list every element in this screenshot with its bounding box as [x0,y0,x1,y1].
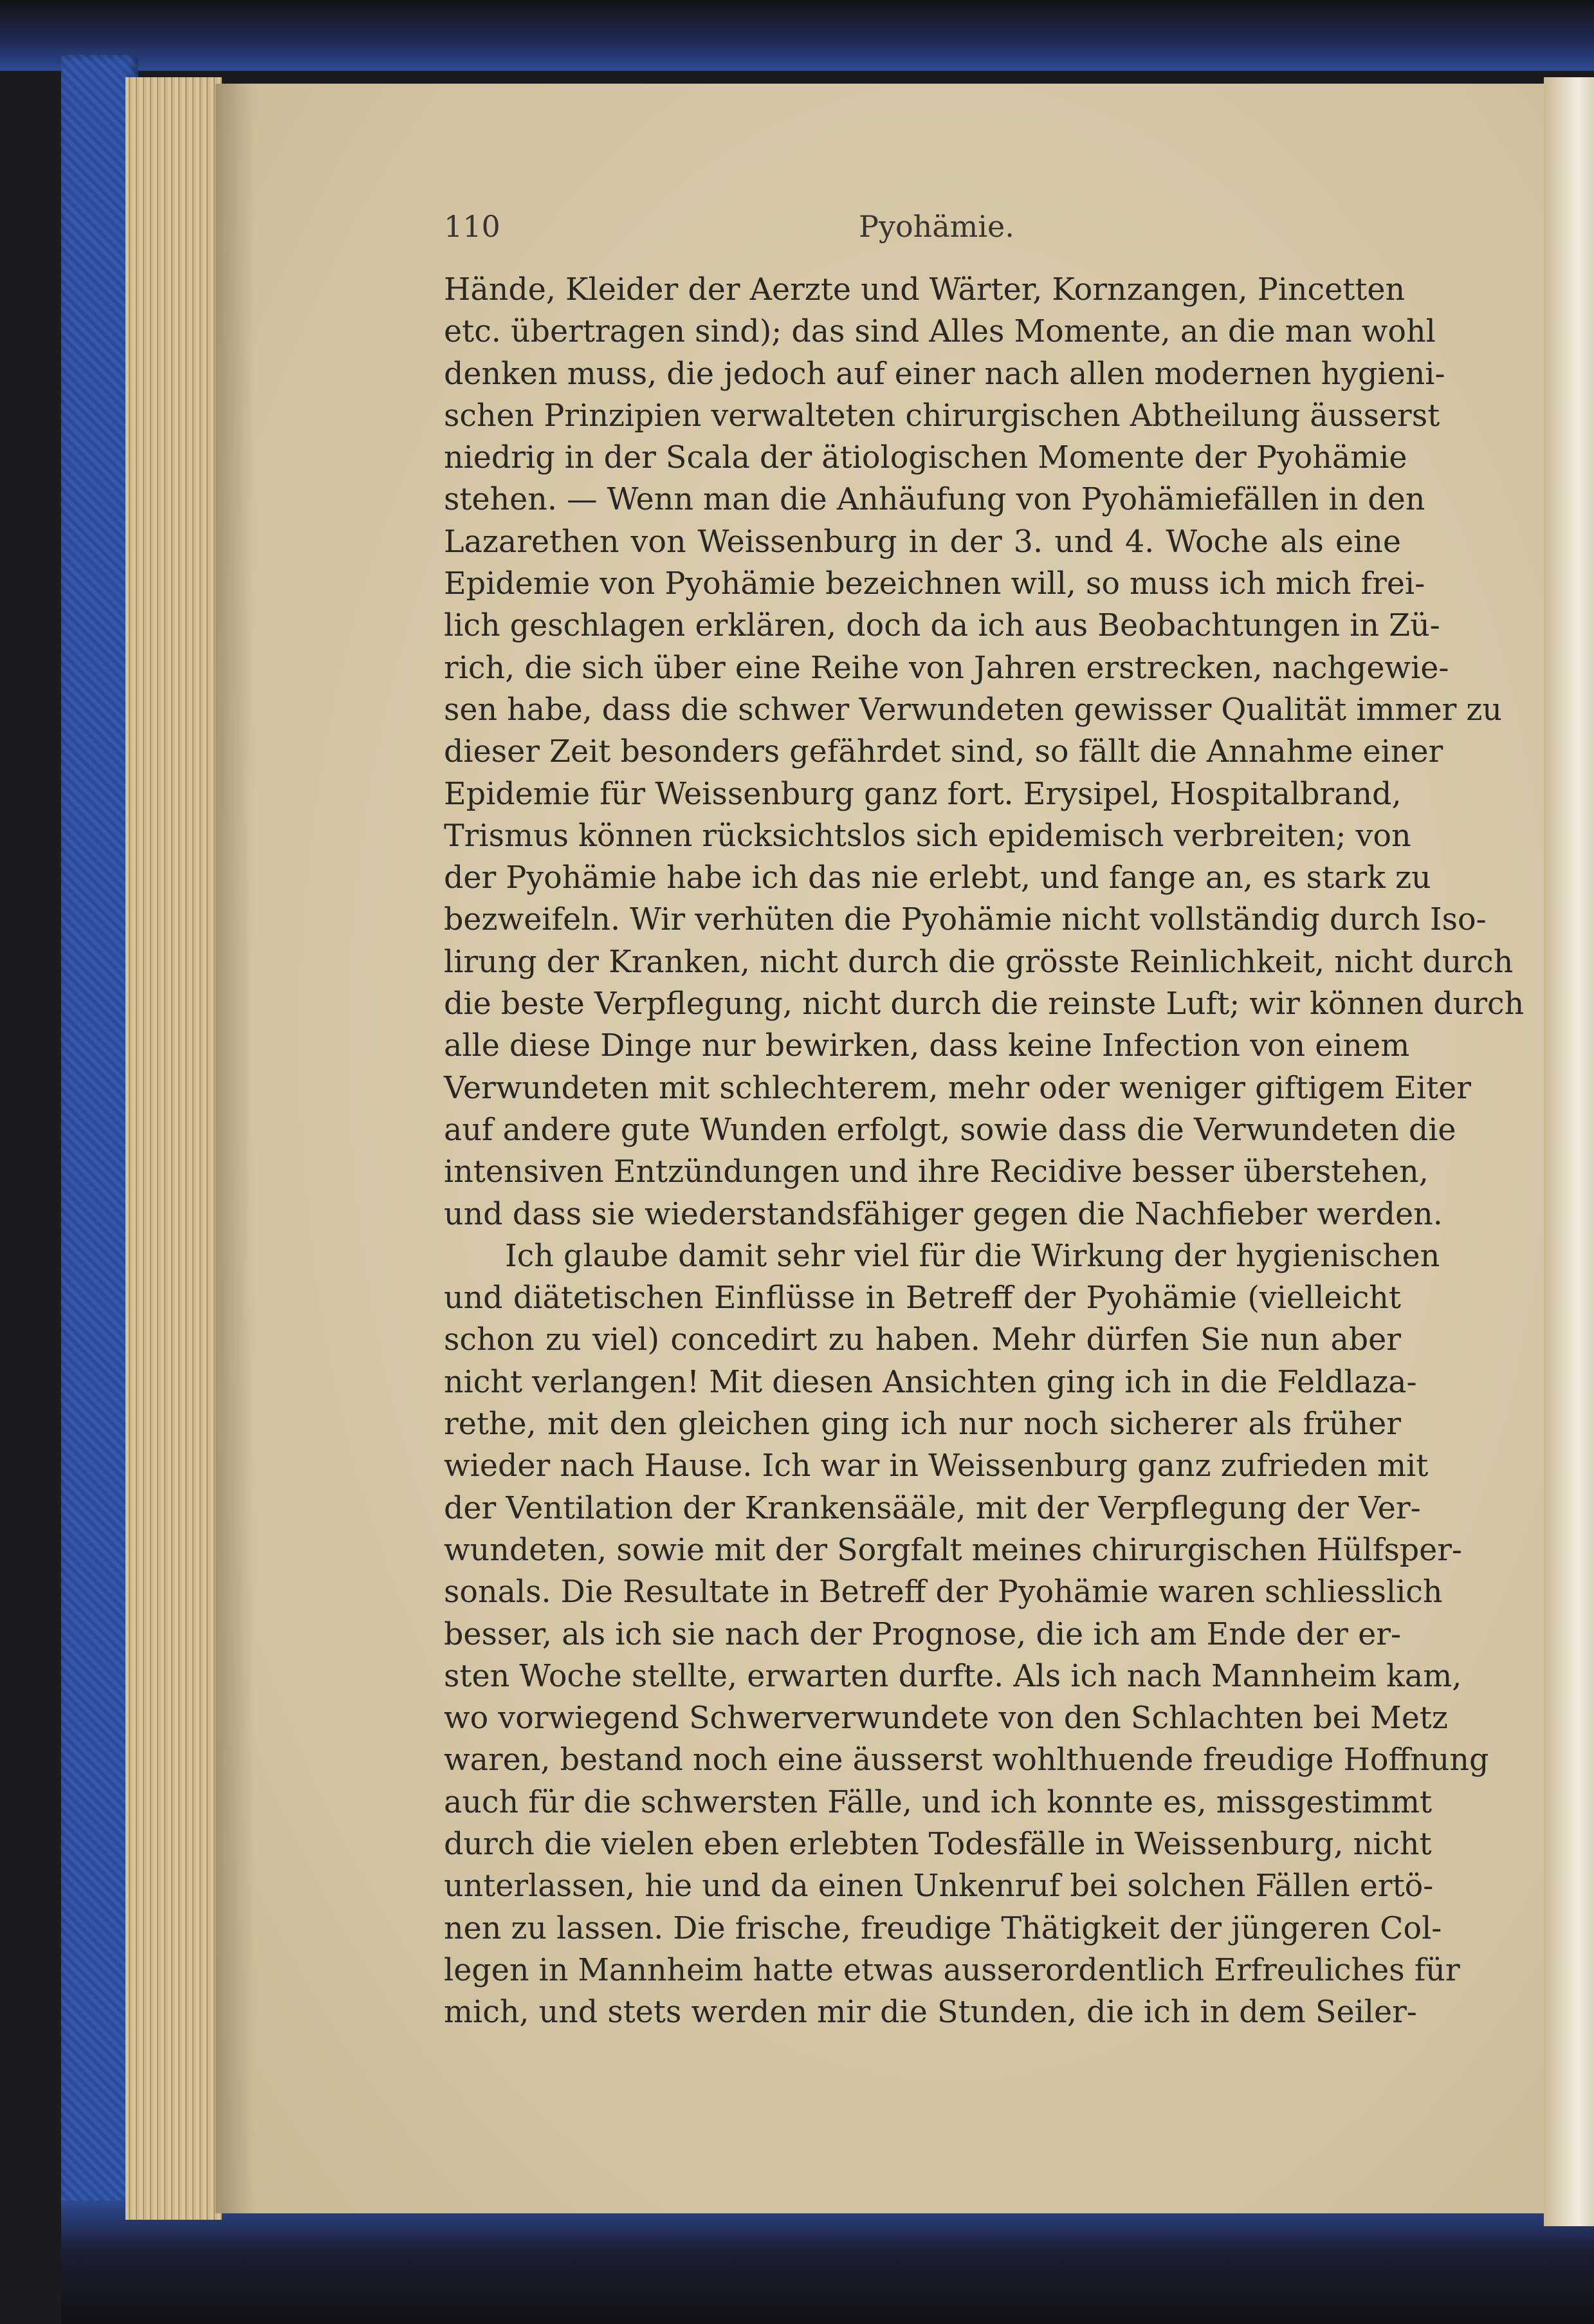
text-line: rethe, mit den gleichen ging ich nur noch sicherer als früher [444,1406,1401,1443]
text-line: lich geschlagen erklären, doch da ich aus Beobachtungen in Zü- [444,608,1440,644]
text-line: alle diese Dinge nur bewirken, dass keine Infection von einem [444,1028,1410,1064]
text-line: die beste Verpflegung, nicht durch die reinste Luft; wir können durch [444,986,1525,1022]
text-line: rich, die sich über eine Reihe von Jahren erstrecken, nachgewie- [444,650,1449,686]
text-line: wo vorwiegend Schwerverwundete von den Schlachten bei Metz [444,1701,1448,1737]
text-line: der Pyohämie habe ich das nie erlebt, und fange an, es stark zu [444,860,1431,896]
page-number: 110 [444,209,500,244]
text-line: Verwundeten mit schlechterem, mehr oder weniger giftigem Eiter [444,1070,1471,1106]
text-line: nicht verlangen! Mit diesen Ansichten ging ich in die Feldlaza- [444,1364,1417,1400]
text-line: etc. übertragen sind); das sind Alles Momente, an die man wohl [444,314,1436,350]
text-line: nen zu lassen. Die frische, freudige Thätigkeit der jüngeren Col- [444,1910,1442,1946]
book-cover-top [0,0,1594,71]
gutter-shadow [215,84,254,2213]
text-line: schen Prinzipien verwalteten chirurgischen Abtheilung äusserst [444,398,1440,434]
book-cover-bottom [61,2200,1594,2324]
text-line: Lazarethen von Weissenburg in der 3. und 4. Woche als eine [444,524,1401,560]
text-line: auf andere gute Wunden erfolgt, sowie dass die Verwundeten die [444,1112,1456,1148]
text-line: waren, bestand noch eine äusserst wohlthuende freudige Hoffnung [444,1742,1489,1778]
text-line-paragraph-end: und dass sie wiederstandsfähiger gegen die Nachfieber werden. [444,1196,1443,1232]
text-line-paragraph-start: Ich glaube damit sehr viel für die Wirkung der hygienischen [505,1238,1440,1274]
text-line: legen in Mannheim hatte etwas ausserordentlich Erfreuliches für [444,1952,1460,1988]
text-line: sen habe, dass die schwer Verwundeten gewisser Qualität immer zu [444,692,1503,728]
text-line: Epidemie für Weissenburg ganz fort. Erysipel, Hospitalbrand, [444,776,1402,812]
next-page-edge [1544,77,1594,2226]
text-line: niedrig in der Scala der ätiologischen Momente der Pyohämie [444,440,1407,476]
text-line: wundeten, sowie mit der Sorgfalt meines chirurgischen Hülfsper- [444,1532,1462,1568]
page-header [444,209,1409,254]
text-line: wieder nach Hause. Ich war in Weissenburg ganz zufrieden mit [444,1448,1429,1484]
text-line: schon zu viel) concedirt zu haben. Mehr dürfen Sie nun aber [444,1322,1401,1358]
text-line: stehen. — Wenn man die Anhäufung von Pyohämiefällen in den [444,482,1425,518]
text-line: denken muss, die jedoch auf einer nach allen modernen hygieni- [444,356,1445,392]
text-line: auch für die schwersten Fälle, und ich konnte es, missgestimmt [444,1784,1433,1820]
running-title: Pyohämie. [859,209,1014,244]
body-text [444,269,1525,2033]
text-line: und diätetischen Einflüsse in Betreff der Pyohämie (vielleicht [444,1280,1401,1316]
text-line: dieser Zeit besonders gefährdet sind, so fällt die Annahme einer [444,734,1443,770]
text-line: Trismus können rücksichtslos sich epidemisch verbreiten; von [444,818,1411,854]
text-line: Epidemie von Pyohämie bezeichnen will, so muss ich mich frei- [444,566,1425,602]
text-line: durch die vielen eben erlebten Todesfälle in Weissenburg, nicht [444,1826,1432,1862]
text-line: besser, als ich sie nach der Prognose, die ich am Ende der er- [444,1616,1401,1652]
text-line: mich, und stets werden mir die Stunden, die ich in dem Seiler- [444,1995,1417,2031]
text-line: sonals. Die Resultate in Betreff der Pyohämie waren schliesslich [444,1574,1443,1610]
text-line: der Ventilation der Krankensääle, mit der Verpflegung der Ver- [444,1490,1421,1526]
text-line: intensiven Entzündungen und ihre Recidive besser überstehen, [444,1154,1429,1190]
text-line: Hände, Kleider der Aerzte und Wärter, Kornzangen, Pincetten [444,272,1406,308]
text-line: lirung der Kranken, nicht durch die grösste Reinlichkeit, nicht durch [444,944,1514,980]
text-line: bezweifeln. Wir verhüten die Pyohämie nicht vollständig durch Iso- [444,902,1487,938]
page-edges [125,77,222,2220]
text-line: unterlassen, hie und da einen Unkenruf bei solchen Fällen ertö- [444,1868,1434,1904]
text-line: sten Woche stellte, erwarten durfte. Als ich nach Mannheim kam, [444,1658,1462,1694]
